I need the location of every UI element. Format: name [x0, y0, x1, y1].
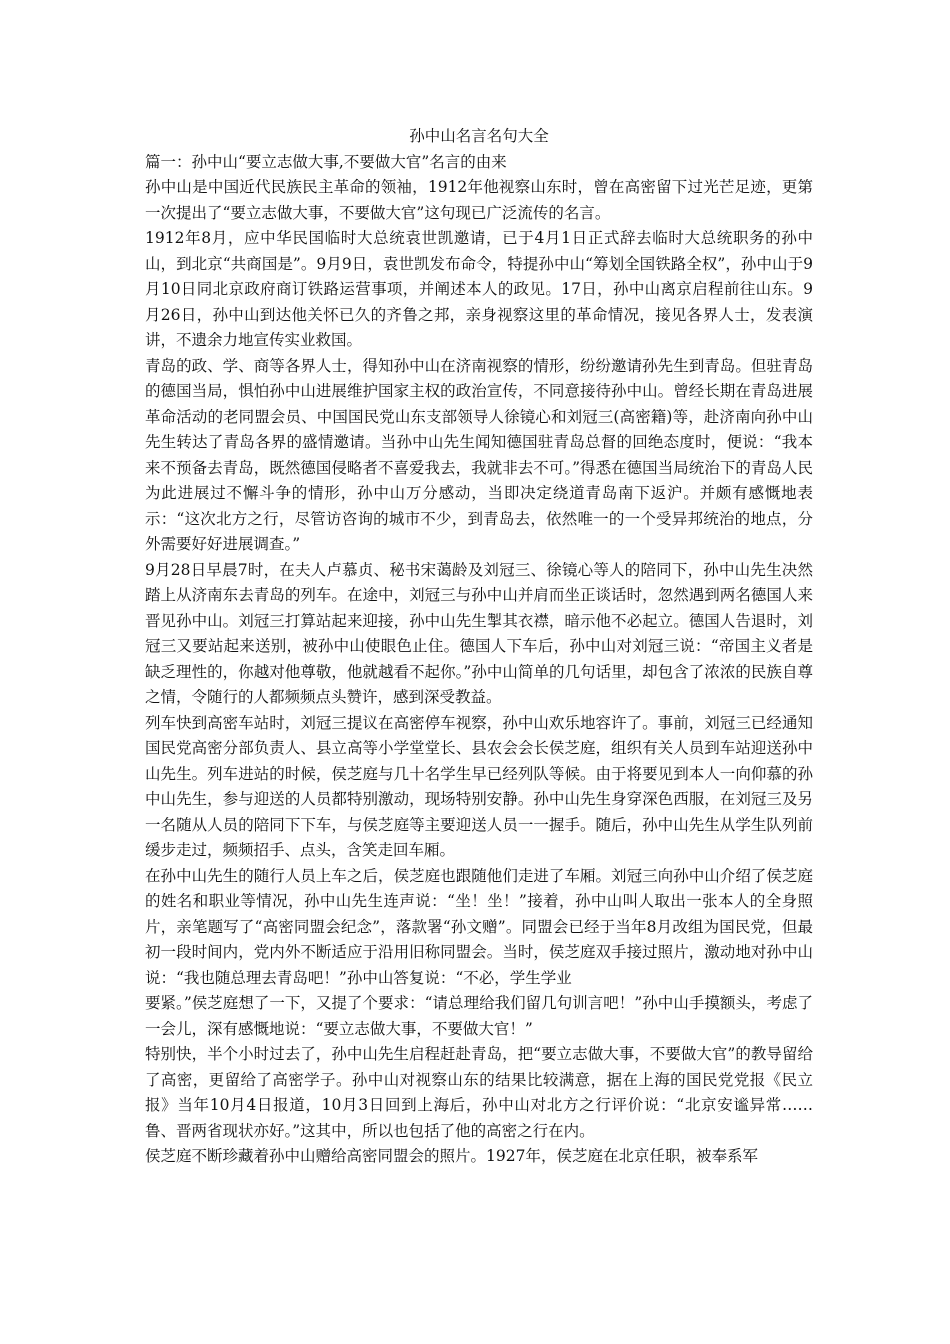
paragraph: 孙中山是中国近代民族民主革命的领袖，1912年他视察山东时，曾在高密留下过光芒足迹，更第一次提出了“要立志做大事，不要做大官”这句现已广泛流传的名言。 — [145, 178, 813, 222]
document-title: 孙中山名言名句大全 — [409, 127, 549, 145]
section-heading: 篇一：孙中山“要立志做大事,不要做大官”名言的由来 — [145, 152, 507, 171]
paragraph: 在孙中山先生的随行人员上车之后，侯芝庭也跟随他们走进了车厢。刘冠三向孙中山介绍了侯芝庭的姓名和职业等情况，孙中山先生连声说：“坐！坐！”接着，孙中山叫人取出一张本人的全身照片，亲笔题写了“高密同盟会纪念”，落款署“孙文赠”。同盟会已经于当年8月改组为国民党，但最初一段时间内，党内外不断适应于沿用旧称同盟会。当时，侯芝庭双手接过照片，激动地对孙中山说：“我也随总理去青岛吧！”孙中山答复说：“不必，学生学业 — [145, 866, 813, 987]
paragraph: 1912年8月，应中华民国临时大总统袁世凯邀请，已于4月1日正式辞去临时大总统职务的孙中山，到北京“共商国是”。9月9日，袁世凯发布命令，特提孙中山“筹划全国铁路全权”，孙中山于9月10日同北京政府商订铁路运营事项，并阐述本人的政见。17日，孙中山离京启程前往山东。9月26日，孙中山到达他关怀已久的齐鲁之邦，亲身视察这里的革命情况，接见各界人士，发表演讲，不遗余力地宣传实业救国。 — [145, 229, 813, 349]
paragraph: 侯芝庭不断珍藏着孙中山赠给高密同盟会的照片。1927年，侯芝庭在北京任职，被奉系军 — [145, 1147, 758, 1165]
document-body — [145, 124, 813, 1170]
paragraph: 青岛的政、学、商等各界人士，得知孙中山在济南视察的情形，纷纷邀请孙先生到青岛。但驻青岛的德国当局，惧怕孙中山进展维护国家主权的政治宣传，不同意接待孙中山。曾经长期在青岛进展革命活动的老同盟会员、中国国民党山东支部领导人徐镜心和刘冠三(高密籍)等，赴济南向孙中山先生转达了青岛各界的盛情邀请。当孙中山先生闻知德国驻青岛总督的回绝态度时，便说：“我本来不预备去青岛，既然德国侵略者不喜爱我去，我就非去不可。”得悉在德国当局统治下的青岛人民为此进展过不懈斗争的情形，孙中山万分感动，当即决定绕道青岛南下返沪。并颇有感慨地表示：“这次北方之行，尽管访咨询的城市不少，到青岛去，依然唯一的一个受异邦统治的地点，分外需要好好进展调查。” — [145, 356, 813, 553]
paragraph: 9月28日早晨7时，在夫人卢慕贞、秘书宋蔼龄及刘冠三、徐镜心等人的陪同下，孙中山先生决然踏上从济南东去青岛的列车。在途中，刘冠三与孙中山并肩而坐正谈话时，忽然遇到两名德国人来晋见孙中山。刘冠三打算站起来迎接，孙中山先生掣其衣襟，暗示他不必起立。德国人告退时，刘冠三又要站起来送别，被孙中山使眼色止住。德国人下车后，孙中山对刘冠三说：“帝国主义者是缺乏理性的，你越对他尊敬，他就越看不起你。”孙中山简单的几句话里，却包含了浓浓的民族自尊之情，令随行的人都频频点头赞许，感到深受教益。 — [145, 560, 813, 706]
paragraph: 列车快到高密车站时，刘冠三提议在高密停车视察，孙中山欢乐地容许了。事前，刘冠三已经通知国民党高密分部负责人、县立高等小学堂堂长、县农会会长侯芝庭，组织有关人员到车站迎送孙中山先生。列车进站的时候，侯芝庭与几十名学生早已经列队等候。由于将要见到本人一向仰慕的孙中山先生，参与迎送的人员都特别激动，现场特别安静。孙中山先生身穿深色西服，在刘冠三及另一名随从人员的陪同下下车，与侯芝庭等主要迎送人员一一握手。随后，孙中山先生从学生队列前缓步走过，频频招手、点头，含笑走回车厢。 — [145, 713, 813, 859]
paragraph: 要紧。”侯芝庭想了一下，又提了个要求：“请总理给我们留几句训言吧！”孙中山手摸额头，考虑了一会儿，深有感慨地说：“要立志做大事，不要做大官！” — [145, 994, 813, 1038]
paragraph: 特别快，半个小时过去了，孙中山先生启程赶赴青岛，把“要立志做大事，不要做大官”的教导留给了高密，更留给了高密学子。孙中山对视察山东的结果比较满意，据在上海的国民党党报《民立报》当年10月4日报道，10月3日回到上海后，孙中山对北方之行评价说：“北京安谧异常……鲁、晋两省现状亦好。”这其中，所以也包括了他的高密之行在内。 — [145, 1045, 813, 1140]
